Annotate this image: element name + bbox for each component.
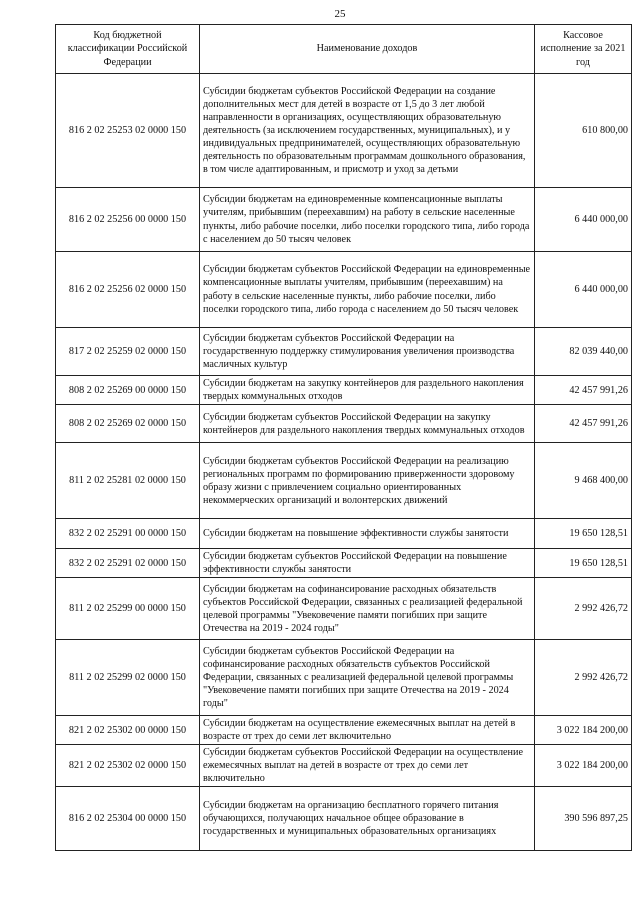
table-row bbox=[56, 640, 632, 716]
table-row bbox=[56, 716, 632, 745]
header-code: Код бюджетной классификации Российской Федерации bbox=[56, 25, 200, 74]
row-code: 817 2 02 25259 02 0000 150 bbox=[56, 328, 200, 376]
row-amount: 390 596 897,25 bbox=[535, 787, 632, 851]
table-header-row bbox=[56, 25, 632, 74]
row-amount: 3 022 184 200,00 bbox=[535, 745, 632, 787]
header-amount: Кассовое исполнение за 2021 год bbox=[535, 25, 632, 74]
table-row bbox=[56, 252, 632, 328]
row-name: Субсидии бюджетам на единовременные компенсационные выплаты учителям, прибывшим (переехавшим) на работу в сельские населенные пункты, либо рабочие поселки, либо поселки городского типа, либо города с населением до 50 тысяч человек bbox=[200, 188, 535, 252]
row-code: 816 2 02 25256 02 0000 150 bbox=[56, 252, 200, 328]
row-name: Субсидии бюджетам на организацию бесплатного горячего питания обучающихся, получающих начальное общее образование в государственных и муниципальных образовательных организациях bbox=[200, 787, 535, 851]
row-code: 808 2 02 25269 02 0000 150 bbox=[56, 405, 200, 443]
row-amount: 2 992 426,72 bbox=[535, 640, 632, 716]
row-amount: 2 992 426,72 bbox=[535, 578, 632, 640]
row-code: 811 2 02 25281 02 0000 150 bbox=[56, 443, 200, 519]
row-amount: 9 468 400,00 bbox=[535, 443, 632, 519]
row-code: 832 2 02 25291 00 0000 150 bbox=[56, 519, 200, 549]
table-row bbox=[56, 549, 632, 578]
row-name: Субсидии бюджетам субъектов Российской Федерации на повышение эффективности службы занятости bbox=[200, 549, 535, 578]
table-row bbox=[56, 519, 632, 549]
row-name: Субсидии бюджетам субъектов Российской Федерации на государственную поддержку стимулирования увеличения производства масличных культур bbox=[200, 328, 535, 376]
table-row bbox=[56, 745, 632, 787]
revenue-table bbox=[55, 24, 632, 851]
row-amount: 3 022 184 200,00 bbox=[535, 716, 632, 745]
row-amount: 6 440 000,00 bbox=[535, 188, 632, 252]
row-name: Субсидии бюджетам субъектов Российской Федерации на софинансирование расходных обязательств субъектов Российской Федерации, связанных с реализацией федеральной целевой программы "Увековечение памяти погибших при защите Отечества на 2019 - 2024 годы" bbox=[200, 640, 535, 716]
table-row bbox=[56, 443, 632, 519]
row-name: Субсидии бюджетам на осуществление ежемесячных выплат на детей в возрасте от трех до семи лет включительно bbox=[200, 716, 535, 745]
row-code: 816 2 02 25256 00 0000 150 bbox=[56, 188, 200, 252]
row-code: 808 2 02 25269 00 0000 150 bbox=[56, 376, 200, 405]
row-name: Субсидии бюджетам субъектов Российской Федерации на осуществление ежемесячных выплат на детей в возрасте от трех до семи лет включительно bbox=[200, 745, 535, 787]
page-number: 25 bbox=[334, 8, 346, 20]
row-amount: 19 650 128,51 bbox=[535, 519, 632, 549]
row-name: Субсидии бюджетам субъектов Российской Федерации на создание дополнительных мест для детей в возрасте от 1,5 до 3 лет любой направленности в организациях, осуществляющих образовательную деятельность (за исключением государственных, муниципальных), и у индивидуальных предпринимателей, осуществляющих образовательную деятельность по образовательным программам дошкольного образования, в том числе адаптированным, и присмотр и уход за детьми bbox=[200, 74, 535, 188]
table-row bbox=[56, 328, 632, 376]
row-code: 816 2 02 25304 00 0000 150 bbox=[56, 787, 200, 851]
row-amount: 42 457 991,26 bbox=[535, 405, 632, 443]
table-row bbox=[56, 578, 632, 640]
row-amount: 82 039 440,00 bbox=[535, 328, 632, 376]
table-row bbox=[56, 787, 632, 851]
row-name: Субсидии бюджетам субъектов Российской Федерации на единовременные компенсационные выплаты учителям, прибывшим (переехавшим) на работу в сельские населенные пункты, либо рабочие поселки, либо поселки городского типа, либо города с населением до 50 тысяч человек bbox=[200, 252, 535, 328]
row-amount: 19 650 128,51 bbox=[535, 549, 632, 578]
table-row bbox=[56, 188, 632, 252]
row-amount: 6 440 000,00 bbox=[535, 252, 632, 328]
row-code: 811 2 02 25299 00 0000 150 bbox=[56, 578, 200, 640]
table-row bbox=[56, 405, 632, 443]
row-name: Субсидии бюджетам на софинансирование расходных обязательств субъектов Российской Федерации, связанных с реализацией федеральной целевой программы "Увековечение памяти погибших при защите Отечества на 2019 - 2024 годы" bbox=[200, 578, 535, 640]
row-name: Субсидии бюджетам субъектов Российской Федерации на реализацию региональных программ по формированию приверженности здоровому образу жизни с привлечением социально ориентированных некоммерческих организаций и волонтерских движений bbox=[200, 443, 535, 519]
row-code: 811 2 02 25299 02 0000 150 bbox=[56, 640, 200, 716]
header-name: Наименование доходов bbox=[200, 25, 535, 74]
row-code: 821 2 02 25302 00 0000 150 bbox=[56, 716, 200, 745]
row-code: 821 2 02 25302 02 0000 150 bbox=[56, 745, 200, 787]
row-name: Субсидии бюджетам на закупку контейнеров для раздельного накопления твердых коммунальных отходов bbox=[200, 376, 535, 405]
row-amount: 610 800,00 bbox=[535, 74, 632, 188]
row-name: Субсидии бюджетам субъектов Российской Федерации на закупку контейнеров для раздельного накопления твердых коммунальных отходов bbox=[200, 405, 535, 443]
row-amount: 42 457 991,26 bbox=[535, 376, 632, 405]
row-code: 816 2 02 25253 02 0000 150 bbox=[56, 74, 200, 188]
row-code: 832 2 02 25291 02 0000 150 bbox=[56, 549, 200, 578]
table-row bbox=[56, 376, 632, 405]
table-row bbox=[56, 74, 632, 188]
row-name: Субсидии бюджетам на повышение эффективности службы занятости bbox=[200, 519, 535, 549]
